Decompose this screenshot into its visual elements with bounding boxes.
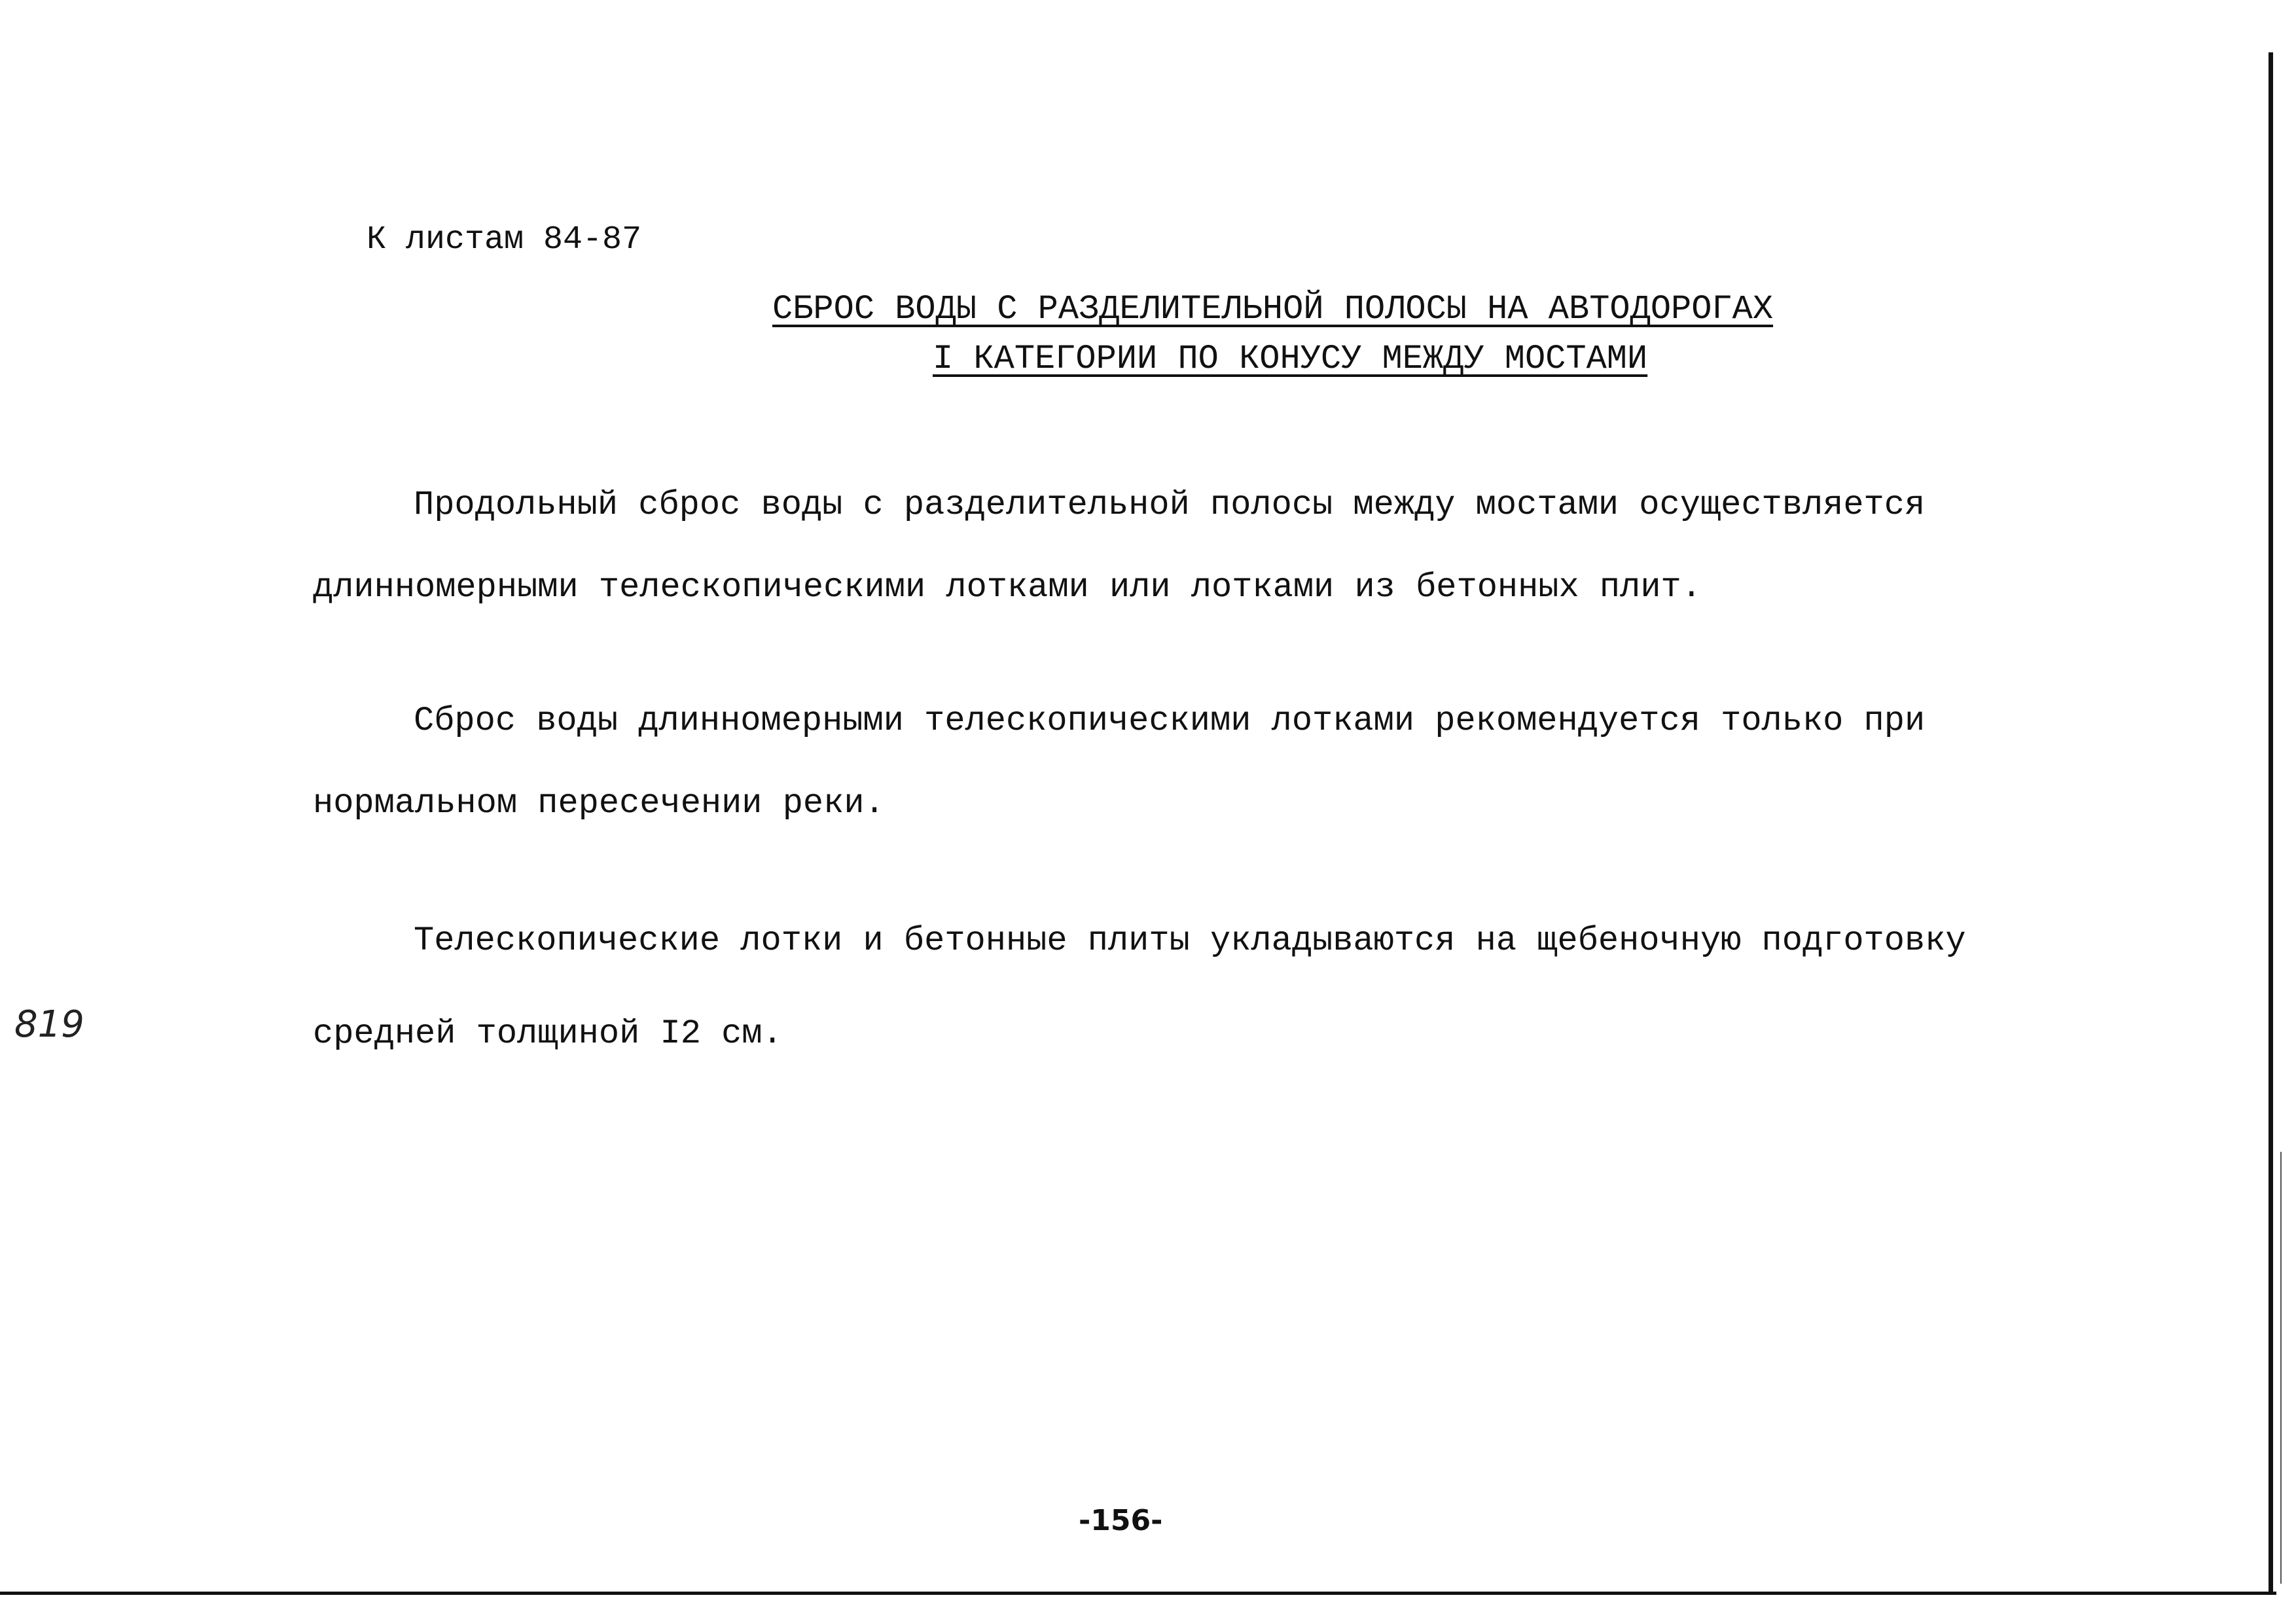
paragraph-1-line-1: Продольный сброс воды с разделительной полосы между мостами осуществляется — [414, 486, 1926, 524]
paragraph-2-line-1: Сброс воды длинномерными телескопическими лотками рекомендуется только при — [414, 702, 1926, 740]
paragraph-1-line-2: длинномерными телескопическими лотками или лотками из бетонных плит. — [313, 568, 1702, 607]
document-title-line-2: I КАТЕГОРИИ ПО КОНУСУ МЕЖДУ МОСТАМИ — [933, 340, 1648, 378]
right-border-line — [2269, 52, 2273, 1595]
paragraph-2-line-2: нормальном пересечении реки. — [313, 784, 885, 823]
bottom-border-line — [0, 1592, 2276, 1595]
sheet-reference: К листам 84-87 — [367, 221, 642, 259]
page-number: -156- — [1079, 1504, 1163, 1537]
right-border-shadow-line — [2280, 1152, 2282, 1584]
margin-note: 819 — [14, 1003, 84, 1046]
document-title-line-1: СБРОС ВОДЫ С РАЗДЕЛИТЕЛЬНОЙ ПОЛОСЫ НА АВТОДОРОГАХ — [772, 290, 1774, 329]
paragraph-3-line-2: средней толщиной I2 см. — [313, 1014, 783, 1053]
paragraph-3-line-1: Телескопические лотки и бетонные плиты укладываются на щебеночную подготовку — [414, 921, 1966, 960]
